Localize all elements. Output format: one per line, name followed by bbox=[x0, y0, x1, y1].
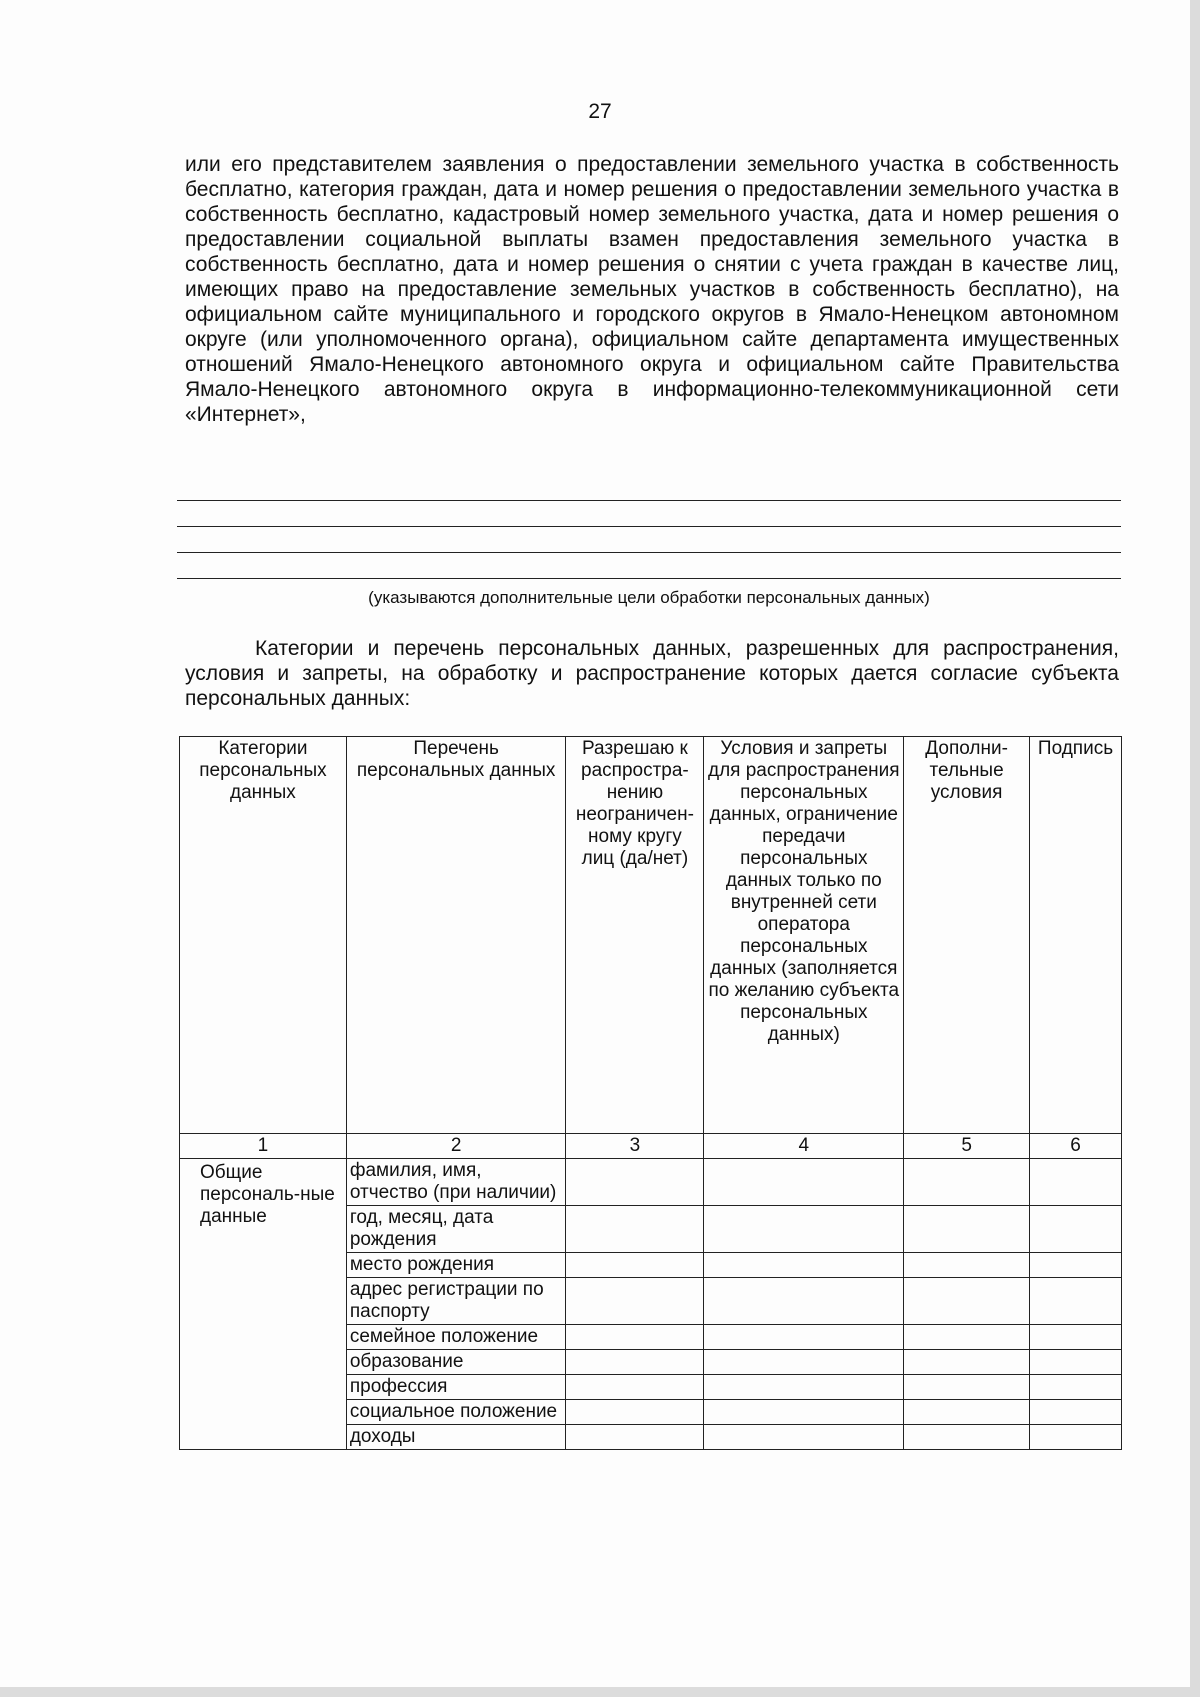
categories-paragraph: Категории и перечень персональных данных, разрешенных для распространения, условия и запреты, на обработку и распространение которых дается согласие субъекта персональных данных: bbox=[185, 637, 1119, 710]
table-row bbox=[180, 1159, 1122, 1206]
fill-line bbox=[177, 578, 1121, 580]
column-header: Подпись bbox=[1030, 737, 1122, 1134]
extra-conditions-cell[interactable] bbox=[904, 1425, 1030, 1450]
data-item: адрес регистрации по паспорту bbox=[346, 1278, 566, 1325]
conditions-cell[interactable] bbox=[704, 1350, 904, 1375]
column-number: 6 bbox=[1030, 1134, 1122, 1159]
conditions-cell[interactable] bbox=[704, 1206, 904, 1253]
extra-conditions-cell[interactable] bbox=[904, 1278, 1030, 1325]
signature-cell[interactable] bbox=[1030, 1253, 1122, 1278]
data-item: место рождения bbox=[346, 1253, 566, 1278]
data-item: год, месяц, дата рождения bbox=[346, 1206, 566, 1253]
data-item: фамилия, имя, отчество (при наличии) bbox=[346, 1159, 566, 1206]
column-header: Дополни-тельные условия bbox=[904, 737, 1030, 1134]
signature-cell[interactable] bbox=[1030, 1400, 1122, 1425]
permit-cell[interactable] bbox=[566, 1206, 704, 1253]
signature-cell[interactable] bbox=[1030, 1206, 1122, 1253]
permit-cell[interactable] bbox=[566, 1325, 704, 1350]
extra-conditions-cell[interactable] bbox=[904, 1253, 1030, 1278]
category-cell: Общие персональ-ные данные bbox=[180, 1159, 347, 1450]
column-header: Перечень персональных данных bbox=[346, 737, 566, 1134]
column-header: Условия и запреты для распространения персональных данных, ограничение передачи персональных данных только по внутренней сети оператора персональных данных (заполняется по желанию субъекта персональных данных) bbox=[704, 737, 904, 1134]
data-item: образование bbox=[346, 1350, 566, 1375]
signature-cell[interactable] bbox=[1030, 1159, 1122, 1206]
data-item: доходы bbox=[346, 1425, 566, 1450]
conditions-cell[interactable] bbox=[704, 1375, 904, 1400]
conditions-cell[interactable] bbox=[704, 1425, 904, 1450]
fill-line bbox=[177, 526, 1121, 528]
permit-cell[interactable] bbox=[566, 1400, 704, 1425]
page-edge bbox=[0, 1687, 1200, 1697]
fill-line bbox=[177, 552, 1121, 554]
permit-cell[interactable] bbox=[566, 1350, 704, 1375]
blank-fill-lines bbox=[177, 500, 1121, 580]
column-number: 3 bbox=[566, 1134, 704, 1159]
signature-cell[interactable] bbox=[1030, 1325, 1122, 1350]
page-edge bbox=[1190, 0, 1200, 1697]
extra-conditions-cell[interactable] bbox=[904, 1375, 1030, 1400]
column-header: Разрешаю к распростра-нению неограничен-ному кругу лиц (да/нет) bbox=[566, 737, 704, 1134]
permit-cell[interactable] bbox=[566, 1425, 704, 1450]
conditions-cell[interactable] bbox=[704, 1400, 904, 1425]
conditions-cell[interactable] bbox=[704, 1325, 904, 1350]
table-header-row bbox=[180, 737, 1122, 1134]
column-header: Категории персональных данных bbox=[180, 737, 347, 1134]
data-item: семейное положение bbox=[346, 1325, 566, 1350]
signature-cell[interactable] bbox=[1030, 1375, 1122, 1400]
fill-line bbox=[177, 500, 1121, 502]
personal-data-table bbox=[179, 736, 1122, 1450]
column-number: 5 bbox=[904, 1134, 1030, 1159]
permit-cell[interactable] bbox=[566, 1375, 704, 1400]
signature-cell[interactable] bbox=[1030, 1425, 1122, 1450]
extra-conditions-cell[interactable] bbox=[904, 1350, 1030, 1375]
data-item: профессия bbox=[346, 1375, 566, 1400]
conditions-cell[interactable] bbox=[704, 1159, 904, 1206]
extra-conditions-cell[interactable] bbox=[904, 1400, 1030, 1425]
extra-conditions-cell[interactable] bbox=[904, 1325, 1030, 1350]
page-number: 27 bbox=[588, 100, 612, 123]
data-item: социальное положение bbox=[346, 1400, 566, 1425]
blank-caption: (указываются дополнительные цели обработки персональных данных) bbox=[368, 588, 930, 607]
permit-cell[interactable] bbox=[566, 1253, 704, 1278]
signature-cell[interactable] bbox=[1030, 1350, 1122, 1375]
column-number: 2 bbox=[346, 1134, 566, 1159]
signature-cell[interactable] bbox=[1030, 1278, 1122, 1325]
permit-cell[interactable] bbox=[566, 1159, 704, 1206]
column-number: 1 bbox=[180, 1134, 347, 1159]
column-number: 4 bbox=[704, 1134, 904, 1159]
column-number-row bbox=[180, 1134, 1122, 1159]
conditions-cell[interactable] bbox=[704, 1278, 904, 1325]
extra-conditions-cell[interactable] bbox=[904, 1206, 1030, 1253]
conditions-cell[interactable] bbox=[704, 1253, 904, 1278]
permit-cell[interactable] bbox=[566, 1278, 704, 1325]
intro-paragraph: или его представителем заявления о предоставлении земельного участка в собственность бесплатно, категория граждан, дата и номер решения о предоставлении земельного участка в собственность бесплатно, кадастровый номер земельного участка, дата и номер решения о предоставлении социальной выплаты взамен предоставления земельного участка в собственность бесплатно, дата и номер решения о снятии с учета граждан в качестве лиц, имеющих право на предоставление земельных участков в собственность бесплатно), на официальном сайте муниципального и городского округов в Ямало-Ненецком автономном округе (или уполномоченного органа), официальном сайте департамента имущественных отношений Ямало-Ненецкого автономного округа и официальном сайте Правительства Ямало-Ненецкого автономного округа в информационно-телекоммуникационной сети «Интернет», bbox=[185, 153, 1119, 426]
extra-conditions-cell[interactable] bbox=[904, 1159, 1030, 1206]
